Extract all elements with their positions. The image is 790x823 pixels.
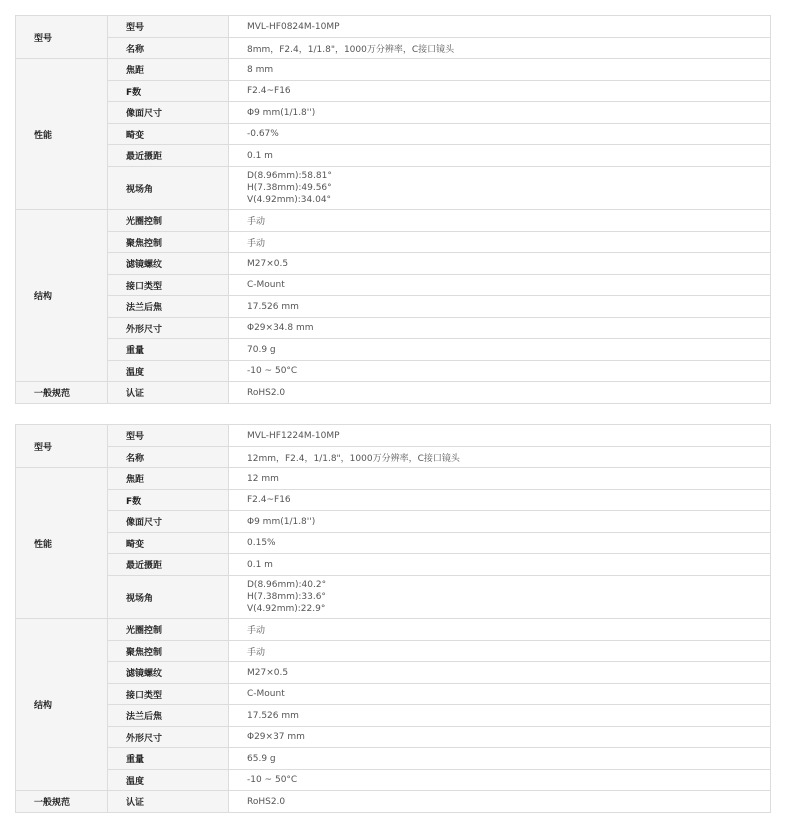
value-model: MVL-HF0824M-10MP	[229, 16, 771, 38]
value-iris-control: 手动	[229, 210, 771, 232]
fov-horizontal: H(7.38mm):49.56°	[247, 183, 332, 193]
value-image-size: Φ9 mm(1/1.8'')	[229, 102, 771, 124]
label-filter-thread: 滤镜螺纹	[108, 662, 229, 684]
table-row	[16, 210, 771, 232]
value-image-size: Φ9 mm(1/1.8'')	[229, 511, 771, 533]
spec-table-2	[15, 424, 771, 813]
label-mount-type: 接口类型	[108, 684, 229, 705]
value-certification: RoHS2.0	[229, 382, 771, 404]
fov-vertical: V(4.92mm):22.9°	[247, 604, 326, 614]
label-min-object-distance: 最近摄距	[108, 554, 229, 576]
label-field-of-view: 视场角	[108, 576, 229, 619]
label-field-of-view: 视场角	[108, 167, 229, 210]
table-row	[16, 490, 771, 511]
value-focal-length: 8 mm	[229, 59, 771, 81]
table-row	[16, 705, 771, 727]
table-row	[16, 296, 771, 318]
label-flange-back: 法兰后焦	[108, 705, 229, 727]
value-temperature: -10 ~ 50°C	[229, 770, 771, 791]
value-filter-thread: M27×0.5	[229, 253, 771, 275]
table-row	[16, 791, 771, 813]
table-row	[16, 145, 771, 167]
table-row	[16, 102, 771, 124]
fov-horizontal: H(7.38mm):33.6°	[247, 592, 326, 602]
table-row	[16, 576, 771, 619]
table-row	[16, 361, 771, 382]
value-mount-type: C-Mount	[229, 684, 771, 705]
label-focus-control: 聚焦控制	[108, 232, 229, 253]
label-name: 名称	[108, 447, 229, 468]
label-flange-back: 法兰后焦	[108, 296, 229, 318]
table-row	[16, 727, 771, 748]
table-row	[16, 770, 771, 791]
table-row	[16, 124, 771, 145]
value-name: 8mm，F2.4，1/1.8"，1000万分辨率，C接口镜头	[229, 38, 771, 59]
category-performance: 性能	[16, 468, 108, 619]
table-row	[16, 662, 771, 684]
category-performance: 性能	[16, 59, 108, 210]
value-iris-control: 手动	[229, 619, 771, 641]
value-f-number: F2.4~F16	[229, 81, 771, 102]
category-model: 型号	[16, 16, 108, 59]
table-row	[16, 641, 771, 662]
table-row	[16, 59, 771, 81]
label-f-number: F数	[108, 81, 229, 102]
value-flange-back: 17.526 mm	[229, 705, 771, 727]
table-row	[16, 684, 771, 705]
category-general: 一般规范	[16, 382, 108, 404]
value-filter-thread: M27×0.5	[229, 662, 771, 684]
spec-table-1	[15, 15, 771, 404]
label-certification: 认证	[108, 791, 229, 813]
value-model: MVL-HF1224M-10MP	[229, 425, 771, 447]
fov-diagonal: D(8.96mm):58.81°	[247, 171, 332, 181]
table-row	[16, 619, 771, 641]
table-row	[16, 425, 771, 447]
label-focus-control: 聚焦控制	[108, 641, 229, 662]
label-image-size: 像面尺寸	[108, 511, 229, 533]
value-weight: 65.9 g	[229, 748, 771, 770]
label-filter-thread: 滤镜螺纹	[108, 253, 229, 275]
category-general: 一般规范	[16, 791, 108, 813]
label-weight: 重量	[108, 339, 229, 361]
value-field-of-view	[229, 576, 771, 619]
fov-diagonal: D(8.96mm):40.2°	[247, 580, 327, 590]
value-distortion: 0.15%	[229, 533, 771, 554]
category-structure: 结构	[16, 619, 108, 791]
label-focal-length: 焦距	[108, 468, 229, 490]
value-dimensions: Φ29×34.8 mm	[229, 318, 771, 339]
value-f-number: F2.4~F16	[229, 490, 771, 511]
value-weight: 70.9 g	[229, 339, 771, 361]
label-model: 型号	[108, 16, 229, 38]
table-row	[16, 511, 771, 533]
value-temperature: -10 ~ 50°C	[229, 361, 771, 382]
table-row	[16, 16, 771, 38]
table-row	[16, 554, 771, 576]
value-name: 12mm，F2.4，1/1.8"，1000万分辨率，C接口镜头	[229, 447, 771, 468]
table-row	[16, 167, 771, 210]
table-row	[16, 382, 771, 404]
table-row	[16, 253, 771, 275]
value-min-object-distance: 0.1 m	[229, 554, 771, 576]
value-field-of-view	[229, 167, 771, 210]
value-distortion: -0.67%	[229, 124, 771, 145]
label-weight: 重量	[108, 748, 229, 770]
value-focus-control: 手动	[229, 641, 771, 662]
value-focus-control: 手动	[229, 232, 771, 253]
label-distortion: 畸变	[108, 533, 229, 554]
value-certification: RoHS2.0	[229, 791, 771, 813]
label-certification: 认证	[108, 382, 229, 404]
label-temperature: 温度	[108, 361, 229, 382]
category-structure: 结构	[16, 210, 108, 382]
fov-vertical: V(4.92mm):34.04°	[247, 195, 332, 205]
table-row	[16, 232, 771, 253]
table-row	[16, 748, 771, 770]
table-row	[16, 38, 771, 59]
label-dimensions: 外形尺寸	[108, 727, 229, 748]
table-row	[16, 533, 771, 554]
table-row	[16, 339, 771, 361]
label-iris-control: 光圈控制	[108, 619, 229, 641]
table-row	[16, 275, 771, 296]
table-row	[16, 81, 771, 102]
label-distortion: 畸变	[108, 124, 229, 145]
label-model: 型号	[108, 425, 229, 447]
label-iris-control: 光圈控制	[108, 210, 229, 232]
value-flange-back: 17.526 mm	[229, 296, 771, 318]
category-model: 型号	[16, 425, 108, 468]
label-mount-type: 接口类型	[108, 275, 229, 296]
label-min-object-distance: 最近摄距	[108, 145, 229, 167]
label-temperature: 温度	[108, 770, 229, 791]
label-dimensions: 外形尺寸	[108, 318, 229, 339]
value-mount-type: C-Mount	[229, 275, 771, 296]
table-row	[16, 447, 771, 468]
value-dimensions: Φ29×37 mm	[229, 727, 771, 748]
table-row	[16, 468, 771, 490]
value-focal-length: 12 mm	[229, 468, 771, 490]
table-row	[16, 318, 771, 339]
label-image-size: 像面尺寸	[108, 102, 229, 124]
label-name: 名称	[108, 38, 229, 59]
label-focal-length: 焦距	[108, 59, 229, 81]
label-f-number: F数	[108, 490, 229, 511]
value-min-object-distance: 0.1 m	[229, 145, 771, 167]
